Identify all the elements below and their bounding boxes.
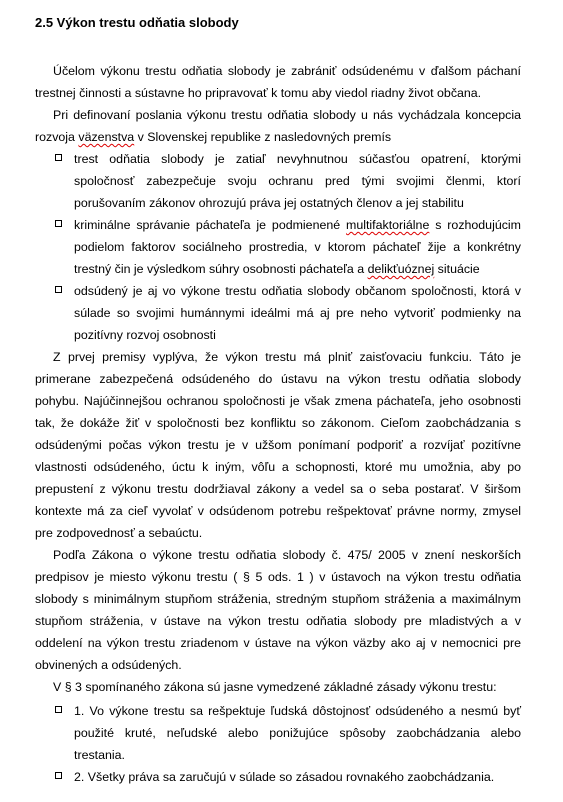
numbered-item (55, 700, 521, 766)
paragraph-premise: Z prvej premisy vyplýva, že výkon trestu má plniť zaisťovaciu funkciu. Táto je primerane zabezpečená odsúdeného do ústavu na výkon trestu odňatia slobody pohybu. Najúčinnejšou ochranou spoločnosti je však zmena páchateľa, jeho osobnosti tak, že dokáže žiť v spoločnosti bez konfliktu so zákonom. Cieľom zaobchádzania s odsúdenými počas výkon trestu je v užšom ponímaní podporiť a rozvíjať pozitívne vlastnosti odsúdeného, úctu k iným, vôľu a schopnosti, ktoré mu umožnia, aby po prepustení z výkonu trestu dodržiaval zákony a vedel sa o seba postarať. V širšom kontexte má za cieľ vyvolať v odsúdenom potrebu rešpektovať právne normy, zmysel pre zodpovednosť a sebaúctu. (35, 350, 521, 540)
spellcheck-word: väzenstva (78, 130, 135, 144)
bullet-square-icon (55, 706, 62, 713)
list-item (55, 148, 521, 214)
paragraph-principles: V § 3 spomínaného zákona sú jasne vymedzené základné zásady výkonu trestu: (53, 680, 497, 694)
paragraph-text: Pri definovaní poslania výkonu trestu odňatia slobody u nás vychádzala koncepcia rozvoja (35, 108, 521, 144)
list-item (55, 280, 521, 346)
paragraph-concept (35, 104, 521, 148)
paragraph-purpose: Účelom výkonu trestu odňatia slobody je zabrániť odsúdenému v ďalšom páchaní trestnej činnosti a sústavne ho pripravovať k tomu aby viedol riadny život občana. (35, 64, 521, 100)
list-item-text: trest odňatia slobody je zatiaľ nevyhnutnou súčasťou opatrení, ktorými spoločnosť zabezpečuje svoju ochranu pred tými svojimi členmi, ktorí porušovaním zákonov ohrozujú práva jej ostatných členov a jej stabilitu (74, 152, 521, 210)
bullet-square-icon (55, 286, 62, 293)
numbered-item-text: 2. Všetky práva sa zaručujú v súlade so zásadou rovnakého zaobchádzania. (74, 770, 495, 784)
paragraph-law: Podľa Zákona o výkone trestu odňatia slobody č. 475/ 2005 v znení neskorších predpisov je miesto výkonu trestu ( § 5 ods. 1 ) v ústavoch na výkon trestu odňatia slobody s minimálnym stupňom stráženia, stredným stupňom stráženia a maximálnym stupňom stráženia, v ústave na výkon trestu odňatia slobody pre mladistvých a v oddelení na výkon trestu zriadenom v ústave na výkon väzby ako aj v nemocnici pre obvinených a odsúdených. (35, 548, 521, 672)
numbered-item (55, 766, 521, 788)
list-item-text: odsúdený je aj vo výkone trestu odňatia slobody občanom spoločnosti, ktorá v súlade so svojimi humánnymi ideálmi má aj pre neho vytvoriť podmienky na pozitívny rozvoj osobnosti (74, 284, 521, 342)
bullet-square-icon (55, 154, 62, 161)
paragraph-text: v Slovenskej republike z nasledovných premís (134, 130, 392, 144)
spellcheck-word: delikťuóznej (367, 262, 435, 276)
list-item (55, 214, 521, 280)
list-item-text: kriminálne správanie páchateľa je podmienené multifaktoriálne s rozhodujúcim podielom faktorov sociálneho prostredia, v ktorom páchateľ žije a konkrétny trestný čin je výsledkom súhry osobnosti páchateľa a delikťuóznej situácie (74, 218, 521, 276)
numbered-item-text: 1. Vo výkone trestu sa rešpektuje ľudská dôstojnosť odsúdeného a nesmú byť použité kruté, neľudské alebo ponižujúce spôsoby zaobchádzania alebo trestania. (74, 704, 521, 762)
bullet-square-icon (55, 220, 62, 227)
section-heading: 2.5 Výkon trestu odňatia slobody (35, 15, 239, 30)
spellcheck-word: multifaktoriálne (346, 218, 430, 232)
bullet-square-icon (55, 772, 62, 779)
